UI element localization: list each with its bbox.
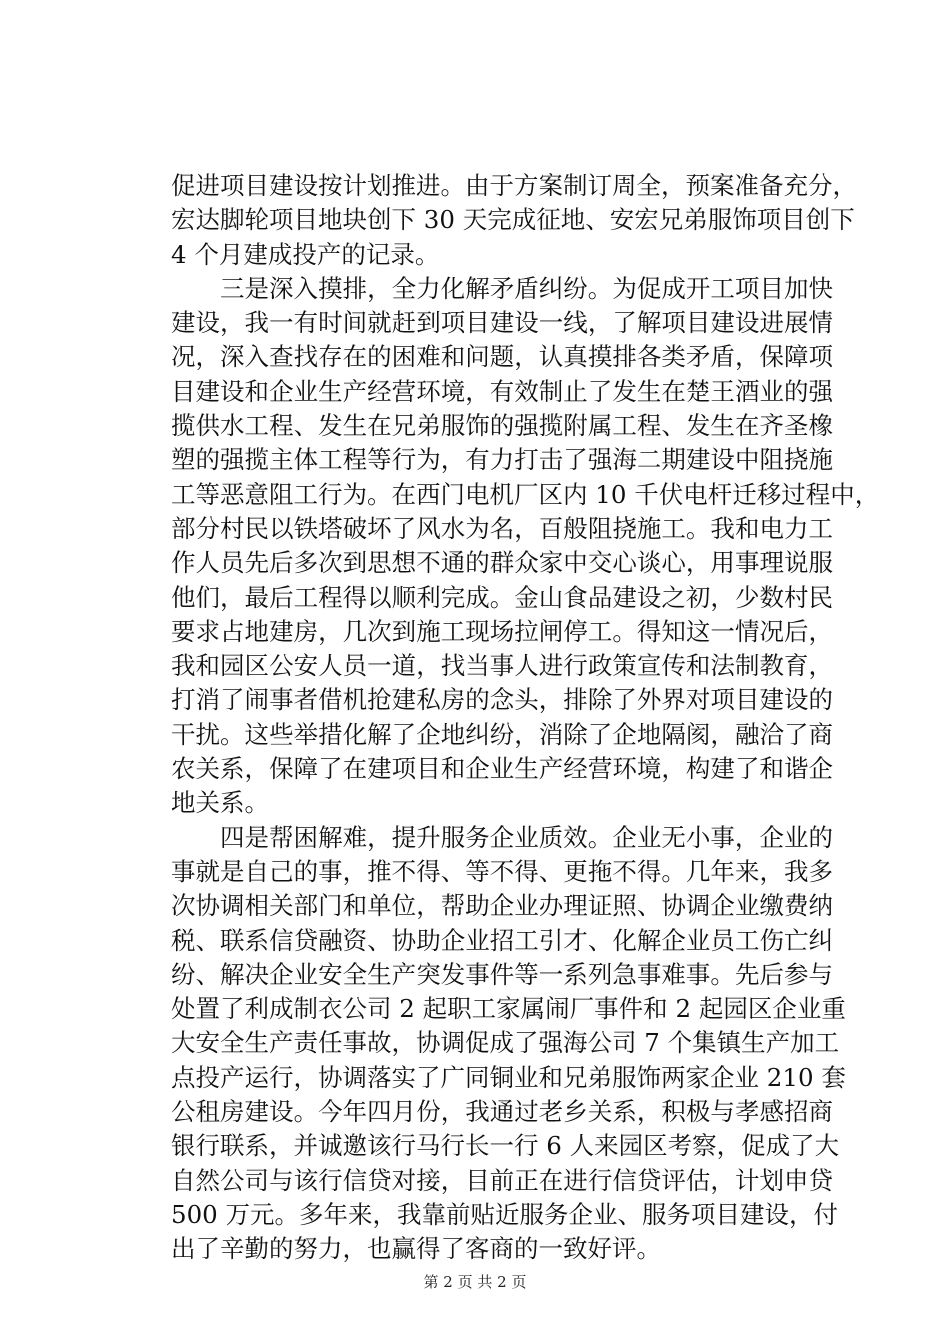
text-line: 建设，我一有时间就赶到项目建设一线，了解项目建设进展情 (171, 308, 833, 338)
text-line: 点投产运行，协调落实了广同铜业和兄弟服饰两家企业 210 套 (171, 1062, 846, 1092)
text-line: 出了辛勤的努力，也赢得了客商的一致好评。 (171, 1234, 661, 1264)
text-line: 500 万元。多年来，我靠前贴近服务企业、服务项目建设，付 (171, 1199, 839, 1229)
text-line: 况，深入查找存在的困难和问题，认真摸排各类矛盾，保障项 (171, 342, 833, 372)
text-line: 税、联系信贷融资、协助企业招工引才、化解企业员工伤亡纠 (171, 925, 833, 955)
text-line: 促进项目建设按计划推进。由于方案制订周全，预案准备充分， (171, 171, 857, 200)
text-line: 事就是自己的事，推不得、等不得、更拖不得。几年来，我多 (171, 856, 833, 886)
document-body (171, 169, 880, 1267)
text-line: 工等恶意阻工行为。在西门电机厂区内 10 千伏电杆迁移过程中， (171, 479, 880, 509)
text-line: 干扰。这些举措化解了企地纠纷，消除了企地隔阂，融洽了商 (171, 719, 833, 749)
text-line: 4 个月建成投产的记录。 (171, 239, 440, 269)
text-line: 三是深入摸排，全力化解矛盾纠纷。为促成开工项目加快 (220, 273, 833, 303)
text-line: 银行联系，并诚邀该行马行长一行 6 人来园区考察，促成了大 (171, 1131, 840, 1161)
text-line: 纷、解决企业安全生产突发事件等一系列急事难事。先后参与 (171, 959, 833, 989)
text-line: 部分村民以铁塔破坏了风水为名，百般阻挠施工。我和电力工 (171, 513, 833, 543)
text-line: 次协调相关部门和单位，帮助企业办理证照、协调企业缴费纳 (171, 891, 833, 921)
text-line: 目建设和企业生产经营环境，有效制止了发生在楚王酒业的强 (171, 376, 833, 406)
text-line: 四是帮困解难，提升服务企业质效。企业无小事，企业的 (220, 822, 833, 852)
page-footer: 第 2 页 共 2 页 (423, 1273, 527, 1291)
text-line: 作人员先后多次到思想不通的群众家中交心谈心，用事理说服 (171, 548, 833, 578)
text-line: 地关系。 (171, 788, 269, 818)
text-line: 我和园区公安人员一道，找当事人进行政策宣传和法制教育， (171, 651, 833, 681)
text-line: 塑的强揽主体工程等行为，有力打击了强海二期建设中阻挠施 (171, 445, 833, 475)
text-line: 自然公司与该行信贷对接，目前正在进行信贷评估，计划申贷 (171, 1165, 833, 1195)
text-line: 大安全生产责任事故，协调促成了强海公司 7 个集镇生产加工 (171, 1028, 840, 1058)
text-line: 处置了利成制衣公司 2 起职工家属闹厂事件和 2 起园区企业重 (171, 994, 846, 1024)
text-line: 他们，最后工程得以顺利完成。金山食品建设之初，少数村民 (171, 582, 833, 612)
text-line: 揽供水工程、发生在兄弟服饰的强揽附属工程、发生在齐圣橡 (171, 411, 833, 441)
text-line: 公租房建设。今年四月份，我通过老乡关系，积极与孝感招商 (171, 1097, 833, 1127)
text-line: 要求占地建房，几次到施工现场拉闸停工。得知这一情况后， (171, 616, 833, 646)
text-line: 打消了闹事者借机抢建私房的念头，排除了外界对项目建设的 (171, 685, 833, 715)
text-line: 农关系，保障了在建项目和企业生产经营环境，构建了和谐企 (171, 754, 833, 784)
text-line: 宏达脚轮项目地块创下 30 天完成征地、安宏兄弟服饰项目创下 (171, 205, 855, 235)
